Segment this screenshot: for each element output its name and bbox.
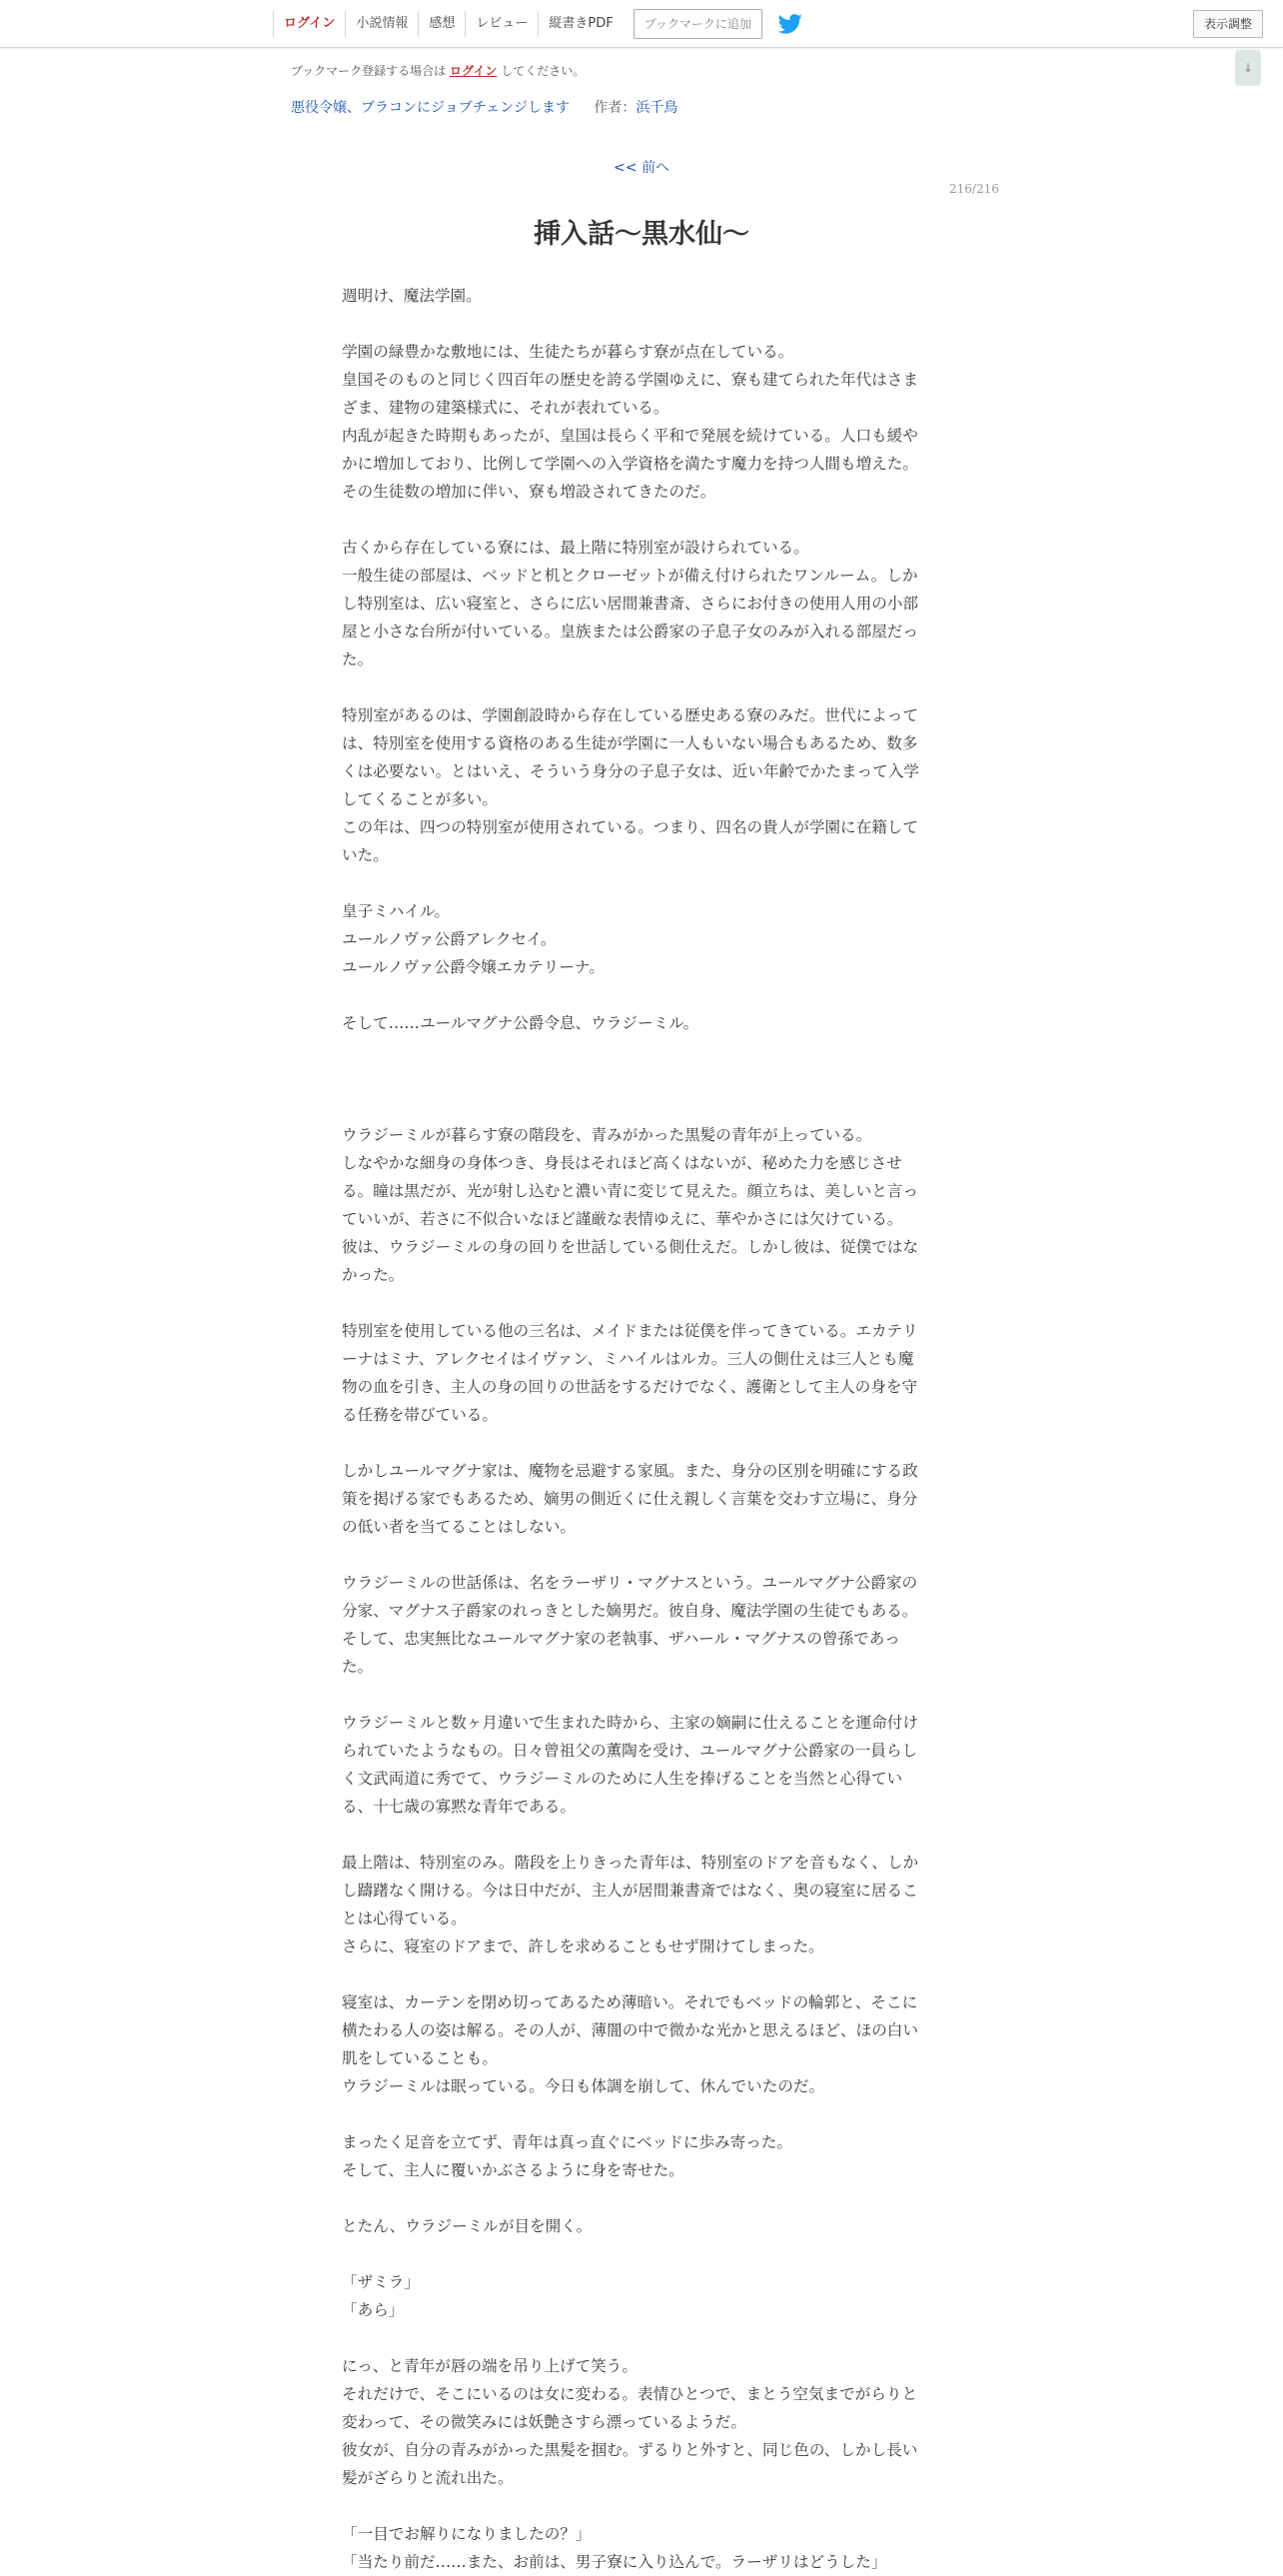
top-bar: [0, 0, 1283, 48]
body-line: る、十七歳の寡黙な青年である。: [342, 1798, 576, 1816]
prev-page-link[interactable]: << 前へ: [614, 160, 669, 176]
display-settings-button[interactable]: 表示調整: [1193, 10, 1263, 38]
body-line: 内乱が起きた時期もあったが、皇国は長らく平和で発展を続けている。人口も緩や: [342, 427, 918, 445]
body-line: そして、忠実無比なユールマグナ家の老執事、ザハール・マグナスの曾孫であっ: [342, 1630, 900, 1648]
body-line: ーナはミナ、アレクセイはイヴァン、ミハイルはルカ。三人の側仕えは三人とも魔: [342, 1350, 914, 1368]
body-line: 彼は、ウラジーミルの身の回りを世話している側仕えだ。しかし彼は、従僕ではな: [342, 1238, 918, 1256]
body-line: にっ、と青年が唇の端を吊り上げて笑う。: [342, 2357, 638, 2375]
body-line: 週明け、魔法学園。: [342, 287, 482, 305]
body-line: かに増加しており、比例して学園への入学資格を満たす魔力を持つ人間も増えた。: [342, 455, 918, 473]
body-line: ユールノヴァ公爵令嬢エカテリーナ。: [342, 958, 605, 976]
body-line: まったく足音を立てず、青年は真っ直ぐにベッドに歩み寄った。: [342, 2133, 792, 2151]
body-line: 「一目でお解りになりましたの？」: [342, 2525, 592, 2543]
body-line: の低い者を当てることはしない。: [342, 1518, 576, 1536]
body-line: ウラジーミルと数ヶ月違いで生まれた時から、主家の嫡嗣に仕えることを運命付け: [342, 1714, 918, 1732]
body-line: た。: [342, 1658, 374, 1676]
body-line: [342, 673, 941, 701]
body-line: さらに、寝室のドアまで、許しを求めることもせず開けてしまった。: [342, 1937, 824, 1955]
body-line: [342, 981, 941, 1009]
body-line: そして、主人に覆いかぶさるように身を寄せた。: [342, 2161, 684, 2179]
twitter-bird-icon[interactable]: [778, 13, 804, 35]
novel-header: [291, 97, 677, 117]
body-line: [342, 1093, 941, 1121]
body-line: 肌をしていることも。: [342, 2049, 498, 2067]
nav-reviews-link[interactable]: レビュー: [465, 11, 538, 37]
add-bookmark-button[interactable]: ブックマークに追加: [634, 9, 762, 39]
body-line: とたん、ウラジーミルが目を開く。: [342, 2217, 593, 2235]
body-line: [342, 2184, 941, 2212]
body-line: [342, 310, 941, 338]
login-note-before: ブックマーク登録する場合は: [291, 64, 447, 78]
body-line: [342, 1429, 941, 1457]
body-line: ユールノヴァ公爵アレクセイ。: [342, 930, 557, 948]
body-line: 横たわる人の姿は解る。その人が、薄闇の中で微かな光かと思えるほど、ほの白い: [342, 2021, 918, 2039]
body-line: 策を掲げる家でもあるため、嫡男の側近くに仕え親しく言葉を交わす立場に、身分: [342, 1490, 918, 1508]
nav-vertical-pdf-link[interactable]: 縦書きPDF: [538, 11, 623, 37]
body-line: かった。: [342, 1266, 405, 1284]
body-line: [342, 506, 941, 534]
body-line: しなやかな細身の身体つき、身長はそれほど高くはないが、秘めた力を感じさせ: [342, 1154, 902, 1172]
body-line: ウラジーミルが暮らす寮の階段を、青みがかった黒髪の青年が上っている。: [342, 1126, 872, 1144]
body-line: [342, 1681, 941, 1709]
body-line: 最上階は、特別室のみ。階段を上りきった青年は、特別室のドアを音もなく、しか: [342, 1854, 919, 1872]
body-line: 皇国そのものと同じく四百年の歴史を誇る学園ゆえに、寮も建てられた年代はさま: [342, 371, 918, 389]
body-line: 寝室は、カーテンを閉め切ってあるため薄暗い。それでもベッドの輪郭と、そこに: [342, 1993, 918, 2011]
novel-title-link[interactable]: 悪役令嬢、ブラコンにジョブチェンジします: [291, 100, 570, 116]
nav-login-link[interactable]: ログイン: [273, 11, 345, 37]
body-line: 一般生徒の部屋は、ベッドと机とクローゼットが備え付けられたワンルーム。しか: [342, 567, 918, 585]
nav-novel-info-link[interactable]: 小説情報: [345, 11, 418, 37]
body-line: 「ザミラ」: [342, 2273, 420, 2291]
body-line: 「あら」: [342, 2301, 405, 2319]
body-line: [342, 1821, 941, 1849]
body-line: 皇子ミハイル。: [342, 902, 450, 920]
body-line: ていいが、若さに不似合いなほど謹厳な表情ゆえに、華やかさには欠けている。: [342, 1210, 903, 1228]
body-line: 学園の緑豊かな敷地には、生徒たちが暮らす寮が点在している。: [342, 343, 794, 361]
body-line: いた。: [342, 846, 389, 864]
body-line: た。: [342, 650, 374, 668]
page-number: 216/216: [949, 182, 999, 196]
body-line: この年は、四つの特別室が使用されている。つまり、四名の貴人が学園に在籍して: [342, 818, 918, 836]
body-line: 特別室があるのは、学園創設時から存在している歴史ある寮のみだ。世代によって: [342, 706, 918, 724]
body-line: してくることが多い。: [342, 790, 498, 808]
body-line: 分家、マグナス子爵家のれっきとした嫡男だ。彼自身、魔法学園の生徒でもある。: [342, 1602, 918, 1620]
scroll-down-button[interactable]: ↓: [1235, 50, 1261, 86]
author-label: 作者：: [594, 100, 637, 116]
body-line: し躊躇なく開ける。今は日中だが、主人が居間兼書斎ではなく、奥の寝室に居るこ: [342, 1882, 918, 1900]
body-line: し特別室は、広い寝室と、さらに広い居間兼書斎、さらにお付きの使用人用の小部: [342, 595, 918, 613]
body-line: [342, 2492, 941, 2520]
body-line: [342, 1960, 941, 1988]
body-line: は、特別室を使用する資格のある生徒が学園に一人もいない場合もあるため、数多: [342, 734, 918, 752]
body-line: [342, 1289, 941, 1317]
body-line: 物の血を引き、主人の身の回りの世話をするだけでなく、護衛として主人の身を守: [342, 1378, 918, 1396]
body-line: られていたようなもの。日々曾祖父の薫陶を受け、ユールマグナ公爵家の一員らし: [342, 1742, 918, 1760]
login-note-link[interactable]: ログイン: [450, 64, 498, 78]
nav-impressions-link[interactable]: 感想: [418, 11, 465, 37]
body-line: 変わって、その微笑みには妖艶さすら漂っているようだ。: [342, 2413, 746, 2431]
body-line: ウラジーミルは眠っている。今日も体調を崩して、休んでいたのだ。: [342, 2077, 825, 2095]
body-line: [342, 1541, 941, 1569]
body-line: 屋と小さな台所が付いている。皇族または公爵家の子息子女のみが入れる部屋だっ: [342, 623, 918, 641]
novel-body: [342, 282, 941, 2576]
body-line: くは必要ない。とはいえ、そういう身分の子息子女は、近い年齢でかたまって入学: [342, 762, 919, 780]
body-line: 「当たり前だ……また、お前は、男子寮に入り込んで。ラーザリはどうした」: [342, 2553, 887, 2571]
body-line: その生徒数の増加に伴い、寮も増設されてきたのだ。: [342, 483, 716, 501]
body-line: [342, 1065, 941, 1093]
body-line: 特別室を使用している他の三名は、メイドまたは従僕を伴ってきている。エカテリ: [342, 1322, 918, 1340]
body-line: そして……ユールマグナ公爵令息、ウラジーミル。: [342, 1014, 699, 1032]
body-line: [342, 2240, 941, 2268]
body-line: 彼女が、自分の青みがかった黒髪を掴む。ずるりと外すと、同じ色の、しかし長い: [342, 2441, 918, 2459]
login-note-after: してください。: [501, 64, 586, 78]
body-line: それだけで、そこにいるのは女に変わる。表情ひとつで、まとう空気までがらりと: [342, 2385, 918, 2403]
body-line: 髪がざらりと流れ出た。: [342, 2469, 514, 2487]
body-line: [342, 2324, 941, 2352]
body-line: ざま、建物の建築様式に、それが表れている。: [342, 399, 669, 417]
body-line: [342, 2100, 941, 2128]
author-link[interactable]: 浜千鳥: [636, 100, 678, 116]
body-line: く文武両道に秀でて、ウラジーミルのために人生を捧げることを当然と心得てい: [342, 1770, 903, 1788]
body-line: [342, 869, 941, 897]
prev-nav: [0, 157, 1283, 177]
body-line: る任務を帯びている。: [342, 1406, 498, 1424]
global-nav: [273, 0, 804, 47]
body-line: る。瞳は黒だが、光が射し込むと濃い青に変じて見えた。顔立ちは、美しいと言っ: [342, 1182, 918, 1200]
body-line: 古くから存在している寮には、最上階に特別室が設けられている。: [342, 539, 809, 557]
body-line: ウラジーミルの世話係は、名をラーザリ・マグナスという。ユールマグナ公爵家の: [342, 1574, 918, 1592]
bookmark-login-note: [291, 62, 585, 79]
body-line: しかしユールマグナ家は、魔物を忌避する家風。また、身分の区別を明確にする政: [342, 1462, 918, 1480]
body-line: とは心得ている。: [342, 1910, 467, 1928]
chapter-title: 挿入話〜黒水仙〜: [534, 219, 749, 250]
body-line: [342, 1037, 941, 1065]
